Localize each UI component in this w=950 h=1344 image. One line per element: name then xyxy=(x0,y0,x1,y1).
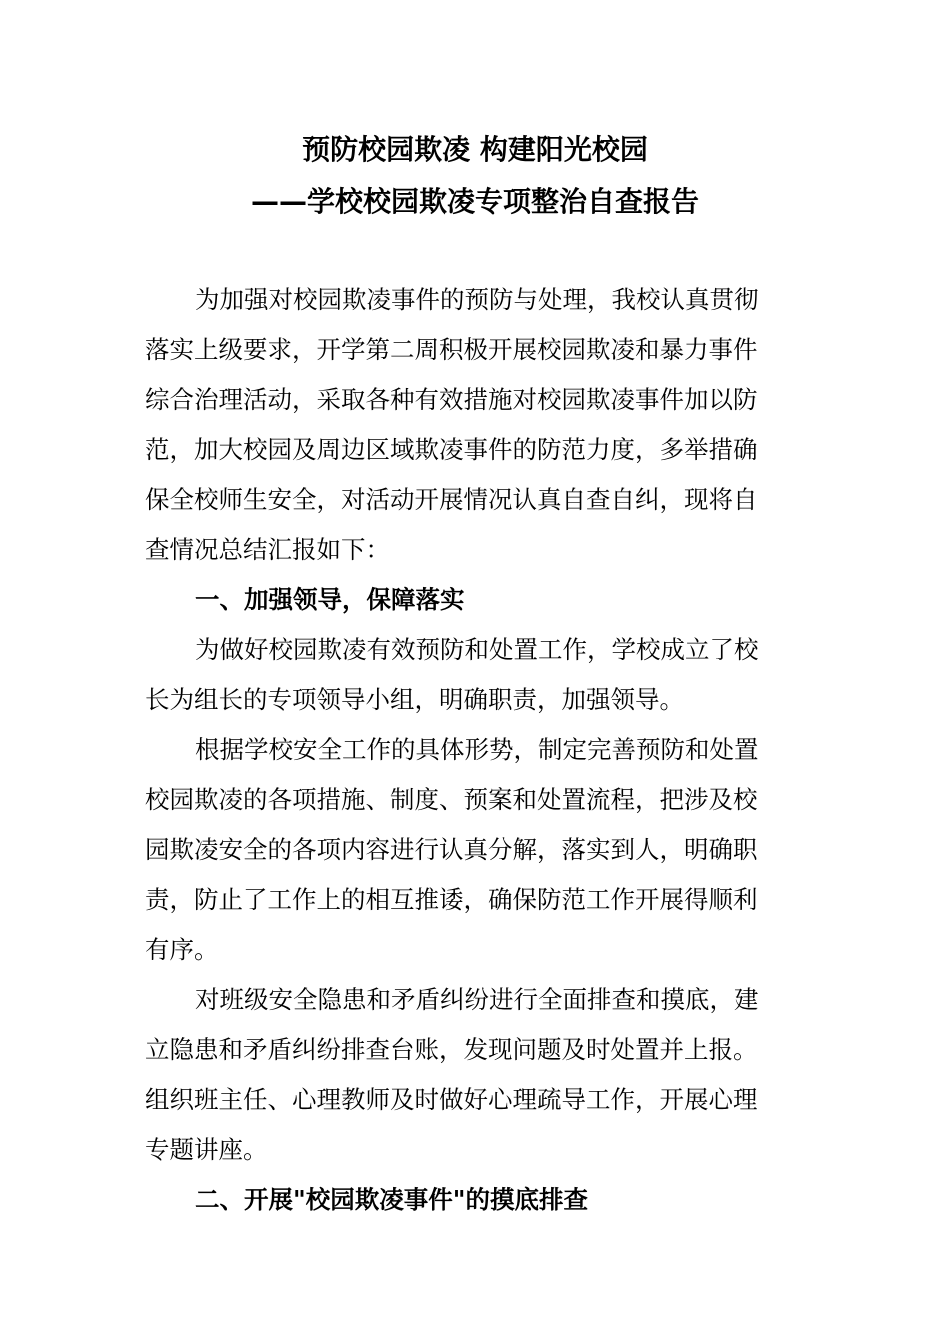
section-heading: 二、开展"校园欺凌事件"的摸底排查 xyxy=(195,1185,589,1214)
paragraph-line: 有序。 xyxy=(145,935,219,964)
paragraph-line: 组织班主任、心理教师及时做好心理疏导工作，开展心理 xyxy=(145,1085,758,1114)
paragraph-line: 为加强对校园欺凌事件的预防与处理，我校认真贯彻 xyxy=(195,285,759,314)
paragraph-line: 责，防止了工作上的相互推诿，确保防范工作开展得顺利 xyxy=(145,885,758,914)
document-title: 预防校园欺凌 构建阳光校园 xyxy=(302,133,648,166)
section-heading: 一、加强领导，保障落实 xyxy=(195,585,465,614)
document-subtitle: ——学校校园欺凌专项整治自查报告 xyxy=(250,185,699,218)
paragraph-line: 对班级安全隐患和矛盾纠纷进行全面排查和摸底，建 xyxy=(195,985,759,1014)
paragraph-line: 园欺凌安全的各项内容进行认真分解，落实到人，明确职 xyxy=(145,835,758,864)
paragraph-line: 根据学校安全工作的具体形势，制定完善预防和处置 xyxy=(195,735,759,764)
paragraph-line: 长为组长的专项领导小组，明确职责，加强领导。 xyxy=(145,685,684,714)
paragraph-line: 范，加大校园及周边区域欺凌事件的防范力度，多举措确 xyxy=(145,435,758,464)
paragraph-line: 落实上级要求，开学第二周积极开展校园欺凌和暴力事件 xyxy=(145,335,758,364)
paragraph-line: 立隐患和矛盾纠纷排查台账，发现问题及时处置并上报。 xyxy=(145,1035,758,1064)
paragraph-line: 为做好校园欺凌有效预防和处置工作，学校成立了校 xyxy=(195,635,759,664)
paragraph-line: 保全校师生安全，对活动开展情况认真自查自纠，现将自 xyxy=(145,485,758,514)
paragraph-line: 校园欺凌的各项措施、制度、预案和处置流程，把涉及校 xyxy=(145,785,758,814)
paragraph-line: 查情况总结汇报如下： xyxy=(145,535,390,564)
paragraph-line: 综合治理活动，采取各种有效措施对校园欺凌事件加以防 xyxy=(145,385,758,414)
paragraph-line: 专题讲座。 xyxy=(145,1135,268,1164)
document-body xyxy=(145,275,810,1225)
